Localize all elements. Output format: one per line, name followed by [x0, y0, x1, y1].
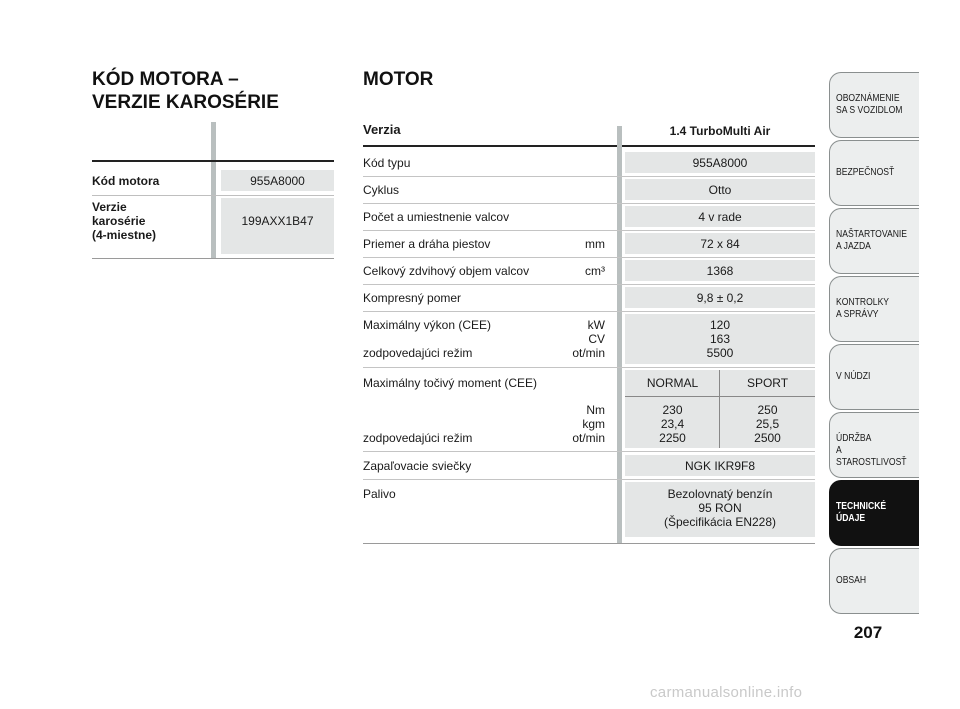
- body-version-label: [92, 200, 156, 242]
- row-separator: [363, 230, 815, 231]
- motor-spec-table: [363, 118, 815, 548]
- row-separator: [363, 479, 815, 480]
- torque-normal-nm: 230: [662, 403, 683, 417]
- row-separator: [363, 203, 815, 204]
- max-power-value-cv: 163: [709, 332, 731, 346]
- torque-header-rule: [625, 396, 815, 397]
- torque-sport-nm: 250: [757, 403, 778, 417]
- engine-code-title-line1: KÓD MOTORA –: [92, 69, 239, 90]
- column-separator: [617, 126, 622, 544]
- max-power-label: Maximálny výkon (CEE): [363, 318, 492, 332]
- displacement-unit: cm³: [585, 264, 605, 278]
- max-power-unit-rpm: ot/min: [572, 346, 605, 360]
- row-separator: [363, 451, 815, 452]
- tab-starting-and-driving[interactable]: [829, 208, 919, 274]
- table-bottom-rule: [363, 543, 815, 544]
- engine-code-table: [92, 122, 334, 260]
- max-power-unit-kw: kW: [587, 318, 605, 332]
- torque-sport-header: SPORT: [746, 376, 789, 390]
- max-torque-rpm-label: zodpovedajúci režim: [363, 431, 473, 445]
- row-separator: [92, 195, 334, 196]
- engine-type-label: Kód typu: [363, 156, 411, 170]
- tab-getting-to-know-vehicle[interactable]: [829, 72, 919, 138]
- motor-title: MOTOR: [363, 69, 434, 90]
- table-bottom-rule: [92, 258, 334, 259]
- torque-normal-header: NORMAL: [646, 376, 699, 390]
- engine-type-value: 955A8000: [692, 156, 748, 170]
- tab-label: TECHNICKÉ ÚDAJE: [836, 501, 887, 524]
- compression-label: Kompresný pomer: [363, 291, 462, 305]
- cycle-value: Otto: [708, 183, 732, 197]
- engine-code-label: Kód motora: [92, 174, 160, 188]
- max-torque-unit-nm: Nm: [586, 403, 605, 417]
- displacement-value: 1368: [706, 264, 734, 278]
- table-header-rule: [363, 145, 815, 147]
- fuel-label: Palivo: [363, 487, 396, 501]
- tab-label: NAŠTARTOVANIE A JAZDA: [836, 229, 908, 252]
- engine-code-value: 955A8000: [250, 174, 305, 188]
- max-power-value-rpm: 5500: [706, 346, 734, 360]
- row-separator: [363, 367, 815, 368]
- cylinders-label: Počet a umiestnenie valcov: [363, 210, 510, 224]
- torque-sport-kgm: 25,5: [755, 417, 780, 431]
- version-header-label: Verzia: [363, 122, 401, 137]
- max-torque-label: Maximálny točivý moment (CEE): [363, 376, 538, 390]
- tab-safety[interactable]: [829, 140, 919, 206]
- body-version-label-line3: (4-miestne): [92, 228, 157, 242]
- bore-stroke-label: Priemer a dráha piestov: [363, 237, 491, 251]
- tab-emergency[interactable]: [829, 344, 919, 410]
- torque-sport-rpm: 2500: [754, 431, 781, 445]
- max-power-value-kw: 120: [709, 318, 731, 332]
- max-torque-unit-kgm: kgm: [582, 417, 605, 431]
- body-version-label-line2: karosérie: [92, 214, 146, 228]
- tab-maintenance[interactable]: [829, 412, 919, 478]
- body-version-label-line1: Verzie: [92, 200, 127, 214]
- spark-plugs-label: Zapaľovacie sviečky: [363, 459, 472, 473]
- tab-label: OBOZNÁMENIE SA S VOZIDLOM: [836, 93, 903, 116]
- engine-code-title-line2: VERZIE KAROSÉRIE: [92, 92, 279, 113]
- spark-plugs-value: NGK IKR9F8: [684, 459, 756, 473]
- body-version-value: 199AXX1B47: [241, 214, 314, 228]
- page-number: 207: [853, 623, 883, 642]
- table-header-rule: [92, 160, 334, 162]
- max-power-rpm-label: zodpovedajúci režim: [363, 346, 473, 360]
- tab-label: OBSAH: [836, 575, 867, 586]
- tab-contents[interactable]: [829, 548, 919, 614]
- fuel-value-line1: Bezolovnatý benzín: [667, 487, 773, 501]
- tab-label: BEZPEČNOSŤ: [836, 167, 895, 178]
- displacement-label: Celkový zdvihový objem valcov: [363, 264, 530, 278]
- watermark: carmanualsonline.info: [650, 684, 803, 701]
- bore-stroke-unit: mm: [585, 237, 605, 251]
- tab-label: KONTROLKY A SPRÁVY: [836, 297, 890, 320]
- engine-code-title: [92, 68, 332, 114]
- row-separator: [363, 176, 815, 177]
- column-separator: [211, 122, 216, 258]
- torque-normal-rpm: 2250: [659, 431, 686, 445]
- torque-normal-kgm: 23,4: [660, 417, 685, 431]
- tab-label: V NÚDZI: [836, 371, 871, 382]
- version-header-value: 1.4 TurboMulti Air: [669, 124, 771, 138]
- fuel-value-line2: 95 RON: [698, 501, 742, 515]
- compression-value: 9,8 ± 0,2: [696, 291, 744, 305]
- cycle-label: Cyklus: [363, 183, 400, 197]
- max-power-unit-cv: CV: [588, 332, 605, 346]
- row-separator: [363, 284, 815, 285]
- row-separator: [363, 257, 815, 258]
- tab-technical-data[interactable]: [829, 480, 919, 546]
- tab-warning-lights[interactable]: [829, 276, 919, 342]
- fuel-value-line3: (Špecifikácia EN228): [663, 515, 777, 529]
- row-separator: [363, 311, 815, 312]
- tab-label: ÚDRŽBA A STAROSTLIVOSŤ: [836, 433, 907, 468]
- cylinders-value: 4 v rade: [698, 210, 742, 224]
- bore-stroke-value: 72 x 84: [700, 237, 740, 251]
- max-torque-unit-rpm: ot/min: [572, 431, 605, 445]
